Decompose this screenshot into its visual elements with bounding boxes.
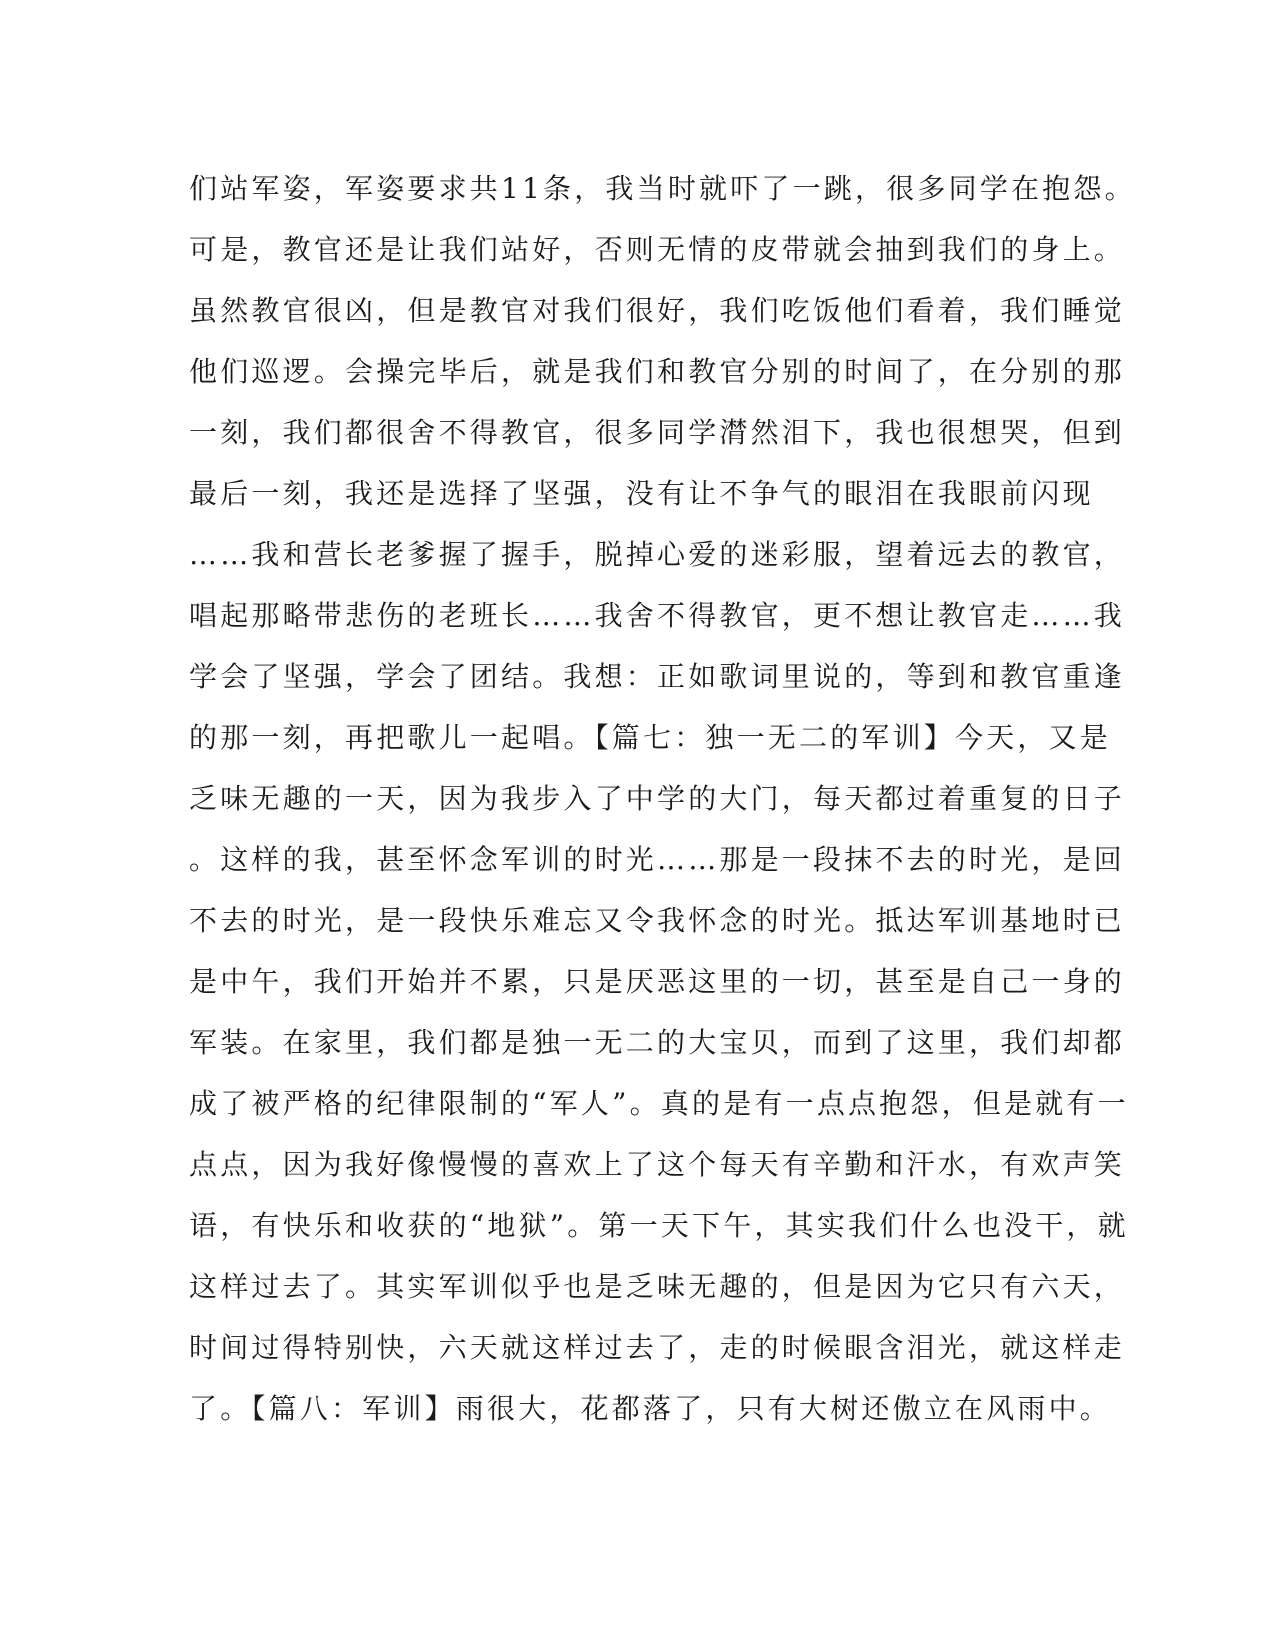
text-line: 语，有快乐和收获的“地狱”。第一天下午，其实我们什么也没干，就 — [189, 1209, 1129, 1242]
text-line: 的那一刻，再把歌儿一起唱。【篇七：独一无二的军训】今天，又是 — [189, 721, 1112, 754]
text-line: 不去的时光，是一段快乐难忘又令我怀念的时光。抵达军训基地时已 — [189, 904, 1126, 937]
text-line: ……我和营长老爹握了握手，脱掉心爱的迷彩服，望着远去的教官， — [189, 538, 1126, 571]
text-line: 学会了坚强，学会了团结。我想：正如歌词里说的，等到和教官重逢 — [189, 660, 1126, 693]
text-line: 时间过得特别快，六天就这样过去了，走的时候眼含泪光，就这样走 — [189, 1331, 1126, 1364]
text-line: 是中午，我们开始并不累，只是厌恶这里的一切，甚至是自己一身的 — [189, 965, 1126, 998]
text-line: 一刻，我们都很舍不得教官，很多同学潸然泪下，我也很想哭，但到 — [189, 416, 1126, 449]
text-line: 们站军姿，军姿要求共11条，我当时就吓了一跳，很多同学在抱怨。 — [189, 172, 1136, 205]
text-line: 唱起那略带悲伤的老班长……我舍不得教官，更不想让教官走……我 — [189, 599, 1126, 632]
text-line: 他们巡逻。会操完毕后，就是我们和教官分别的时间了，在分别的那 — [189, 355, 1126, 388]
text-line: 了。【篇八：军训】雨很大，花都落了，只有大树还傲立在风雨中。 — [189, 1392, 1112, 1425]
text-line: 成了被严格的纪律限制的“军人”。真的是有一点点抱怨，但是就有一 — [189, 1087, 1129, 1120]
text-line: 最后一刻，我还是选择了坚强，没有让不争气的眼泪在我眼前闪现 — [189, 477, 1094, 510]
text-line: 可是，教官还是让我们站好，否则无情的皮带就会抽到我们的身上。 — [189, 233, 1126, 266]
text-line: 军装。在家里，我们都是独一无二的大宝贝，而到了这里，我们却都 — [189, 1026, 1126, 1059]
text-line: 这样过去了。其实军训似乎也是乏味无趣的，但是因为它只有六天， — [189, 1270, 1126, 1303]
body-text — [189, 158, 1136, 1439]
text-line: 乏味无趣的一天，因为我步入了中学的大门，每天都过着重复的日子 — [189, 782, 1126, 815]
text-line: 虽然教官很凶，但是教官对我们很好，我们吃饭他们看着，我们睡觉 — [189, 294, 1126, 327]
text-line: 。这样的我，甚至怀念军训的时光……那是一段抹不去的时光，是回 — [189, 843, 1126, 876]
text-line: 点点，因为我好像慢慢的喜欢上了这个每天有辛勤和汗水，有欢声笑 — [189, 1148, 1126, 1181]
